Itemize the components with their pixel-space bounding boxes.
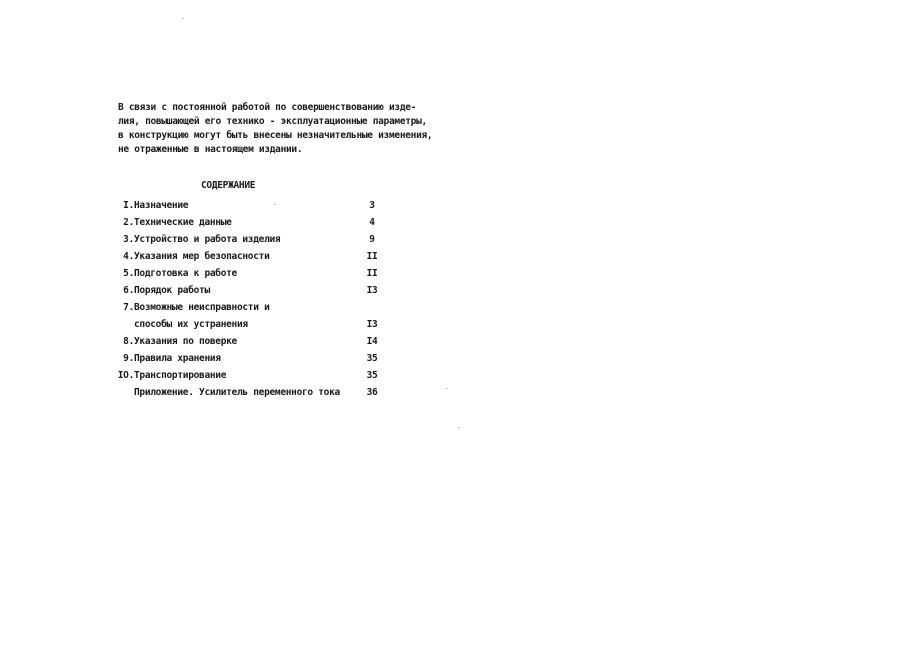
scan-speck: [446, 388, 448, 389]
toc-item-label: Транспортирование: [134, 370, 227, 381]
intro-line: В связи с постоянной работой по совершенствованию изде-: [118, 102, 417, 113]
toc-item-page: II: [366, 251, 378, 262]
toc-row: [110, 316, 390, 333]
toc-item-page: 36: [366, 387, 378, 398]
toc-row: [110, 333, 390, 350]
toc-item-number: 5.: [123, 268, 134, 279]
toc-item-number: 3.: [123, 234, 134, 245]
toc-item-label: Устройство и работа изделия: [134, 234, 281, 245]
toc-item-label: Порядок работы: [134, 285, 210, 296]
toc-row: [110, 197, 390, 214]
toc-item-number: 6.: [123, 285, 134, 296]
scan-speck: [274, 204, 276, 205]
intro-line: лия, повышающей его технико - эксплуатационные параметры,: [118, 116, 427, 127]
toc-item-page: 4: [369, 217, 375, 228]
toc-row: [110, 384, 390, 401]
toc-item-label: Указания по поверке: [134, 336, 237, 347]
toc-row: [110, 214, 390, 231]
scan-speck: [182, 18, 184, 19]
toc-item-number: IO.: [117, 370, 134, 381]
toc-title: СОДЕРЖАНИЕ: [201, 180, 256, 191]
toc-item-number: I.: [123, 200, 134, 211]
toc-item-number: 2.: [123, 217, 134, 228]
toc-item-label: Приложение. Усилитель переменного тока: [134, 387, 340, 398]
toc-item-number: 9.: [123, 353, 134, 364]
toc-item-page: 35: [366, 353, 378, 364]
toc-item-page: I3: [366, 319, 378, 330]
toc-item-label: Правила хранения: [134, 353, 221, 364]
toc-row: [110, 367, 390, 384]
toc-item-page: 35: [366, 370, 378, 381]
toc-item-page: I3: [366, 285, 378, 296]
toc-row: [110, 299, 390, 316]
toc-item-label: способы их устранения: [134, 319, 248, 330]
toc-item-page: 9: [369, 234, 375, 245]
toc-row: [110, 231, 390, 248]
toc-row: [110, 282, 390, 299]
toc-item-number: 4.: [123, 251, 134, 262]
toc-item-page: 3: [369, 200, 375, 211]
toc-item-page: I4: [366, 336, 378, 347]
toc-row: [110, 350, 390, 367]
toc-item-number: 8.: [123, 336, 134, 347]
intro-paragraph: [118, 101, 433, 157]
toc-item-label: Подготовка к работе: [134, 268, 237, 279]
scan-speck: [458, 427, 460, 428]
toc-item-label: Указания мер безопасности: [134, 251, 270, 262]
table-of-contents: [110, 197, 390, 401]
intro-line: в конструкцию могут быть внесены незначительные изменения,: [118, 130, 433, 141]
toc-item-number: 7.: [123, 302, 134, 313]
toc-item-page: II: [366, 268, 378, 279]
intro-line: не отраженные в настоящем издании.: [118, 144, 303, 155]
toc-item-label: Назначение: [134, 200, 189, 211]
toc-item-label: Технические данные: [134, 217, 232, 228]
toc-item-label: Возможные неисправности и: [134, 302, 270, 313]
toc-row: [110, 265, 390, 282]
toc-row: [110, 248, 390, 265]
